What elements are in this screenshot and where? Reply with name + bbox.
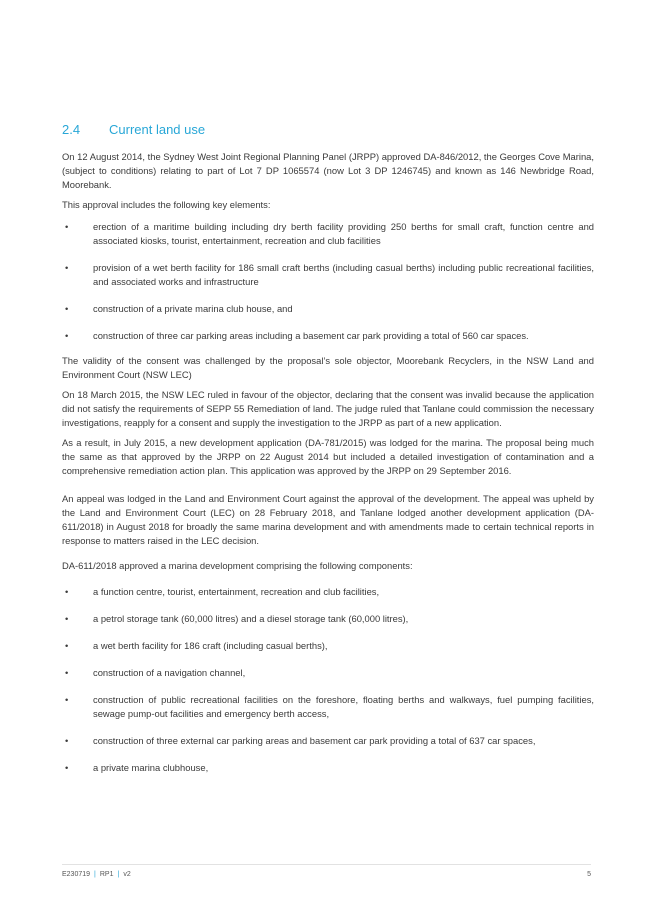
list-item: • a private marina clubhouse, xyxy=(65,762,209,773)
bullet-icon: • xyxy=(65,667,69,678)
bullet-icon: • xyxy=(65,586,69,597)
list-item: • construction of a private marina club house, and xyxy=(65,303,293,314)
section-title: Current land use xyxy=(109,122,206,137)
paragraph-5: As a result, in July 2015, a new development application (DA-781/2015) was lodged for the marina. The proposal being much the same as that approved by the JRPP on 22 August 2014 but included a detailed investigation of contamination and a comprehensive remediation action plan. This application was approved by the JRPP on 29 September 2016. xyxy=(62,437,594,476)
list-item: • construction of a navigation channel, xyxy=(65,667,246,678)
section-number: 2.4 xyxy=(62,122,81,137)
list-item: • provision of a wet berth facility for 186 small craft berths (including casual berths) including public recreational facilities, and associated works and infrastructure xyxy=(65,262,594,287)
paragraph-2: This approval includes the following key elements: xyxy=(62,199,271,210)
bullet-icon: • xyxy=(65,221,69,232)
list-item: • construction of three car parking areas including a basement car park providing a total of 560 car spaces. xyxy=(65,330,529,341)
list-item: • construction of public recreational facilities on the foreshore, floating berths and walkways, fuel pumping facilities, sewage pump-out facilities and emergency berth access, xyxy=(65,694,594,719)
bullet-icon: • xyxy=(65,694,69,705)
list-item: • erection of a maritime building including dry berth facility providing 250 berths for small craft, function centre and associated kiosks, tourist, entertainment, recreation and club facilities xyxy=(65,221,594,246)
paragraph-4: On 18 March 2015, the NSW LEC ruled in favour of the objector, declaring that the consent was invalid because the application did not satisfy the requirements of SEPP 55 Remediation of land. The judge ruled that Tanlane could commission the necessary investigations, reapply for a consent and supply the investigation to the JRPP as part of a new application. xyxy=(62,389,594,428)
paragraph-7: DA-611/2018 approved a marina development comprising the following components: xyxy=(62,560,413,571)
section-heading xyxy=(62,122,205,137)
footer-report: RP1 xyxy=(99,871,114,878)
bullet-icon: • xyxy=(65,262,69,273)
list-item: • a wet berth facility for 186 craft (including casual berths), xyxy=(65,640,328,651)
page-number: 5 xyxy=(587,871,591,878)
bullet-icon: • xyxy=(65,640,69,651)
list-item: • construction of three external car parking areas and basement car park providing a total of 637 car spaces, xyxy=(65,735,536,746)
paragraph-1: On 12 August 2014, the Sydney West Joint Regional Planning Panel (JRPP) approved DA-846/2012, the Georges Cove Marina, (subject to conditions) relating to part of Lot 7 DP 1065574 (now Lot 3 DP 1246745) and known as 146 Newbridge Road, Moorebank. xyxy=(62,151,594,190)
bullet-icon: • xyxy=(65,735,69,746)
paragraph-6: An appeal was lodged in the Land and Environment Court against the approval of the development. The appeal was upheld by the Land and Environment Court (LEC) on 28 February 2018, and Tanlane lodged another development application (DA-611/2018) in August 2018 for broadly the same marina development and with amendments made to certain technical reports in response to matters raised in the LEC decision. xyxy=(62,493,594,546)
key-elements-list xyxy=(62,220,594,343)
list-item: • a petrol storage tank (60,000 litres) and a diesel storage tank (60,000 litres), xyxy=(65,613,409,624)
paragraph-3: The validity of the consent was challenged by the proposal’s sole objector, Moorebank Recyclers, in the NSW Land and Environment Court (NSW LEC) xyxy=(62,355,594,380)
footer-separator: | xyxy=(94,871,96,878)
footer-version: v2 xyxy=(123,871,131,878)
bullet-icon: • xyxy=(65,762,69,773)
bullet-icon: • xyxy=(65,303,69,314)
bullet-icon: • xyxy=(65,613,69,624)
body-text xyxy=(62,150,594,775)
footer-reference: E230719 xyxy=(62,871,91,878)
page-footer xyxy=(62,864,591,878)
components-list xyxy=(62,585,594,775)
list-item: • a function centre, tourist, entertainment, recreation and club facilities, xyxy=(65,586,380,597)
bullet-icon: • xyxy=(65,330,69,341)
footer-separator: | xyxy=(117,871,120,878)
